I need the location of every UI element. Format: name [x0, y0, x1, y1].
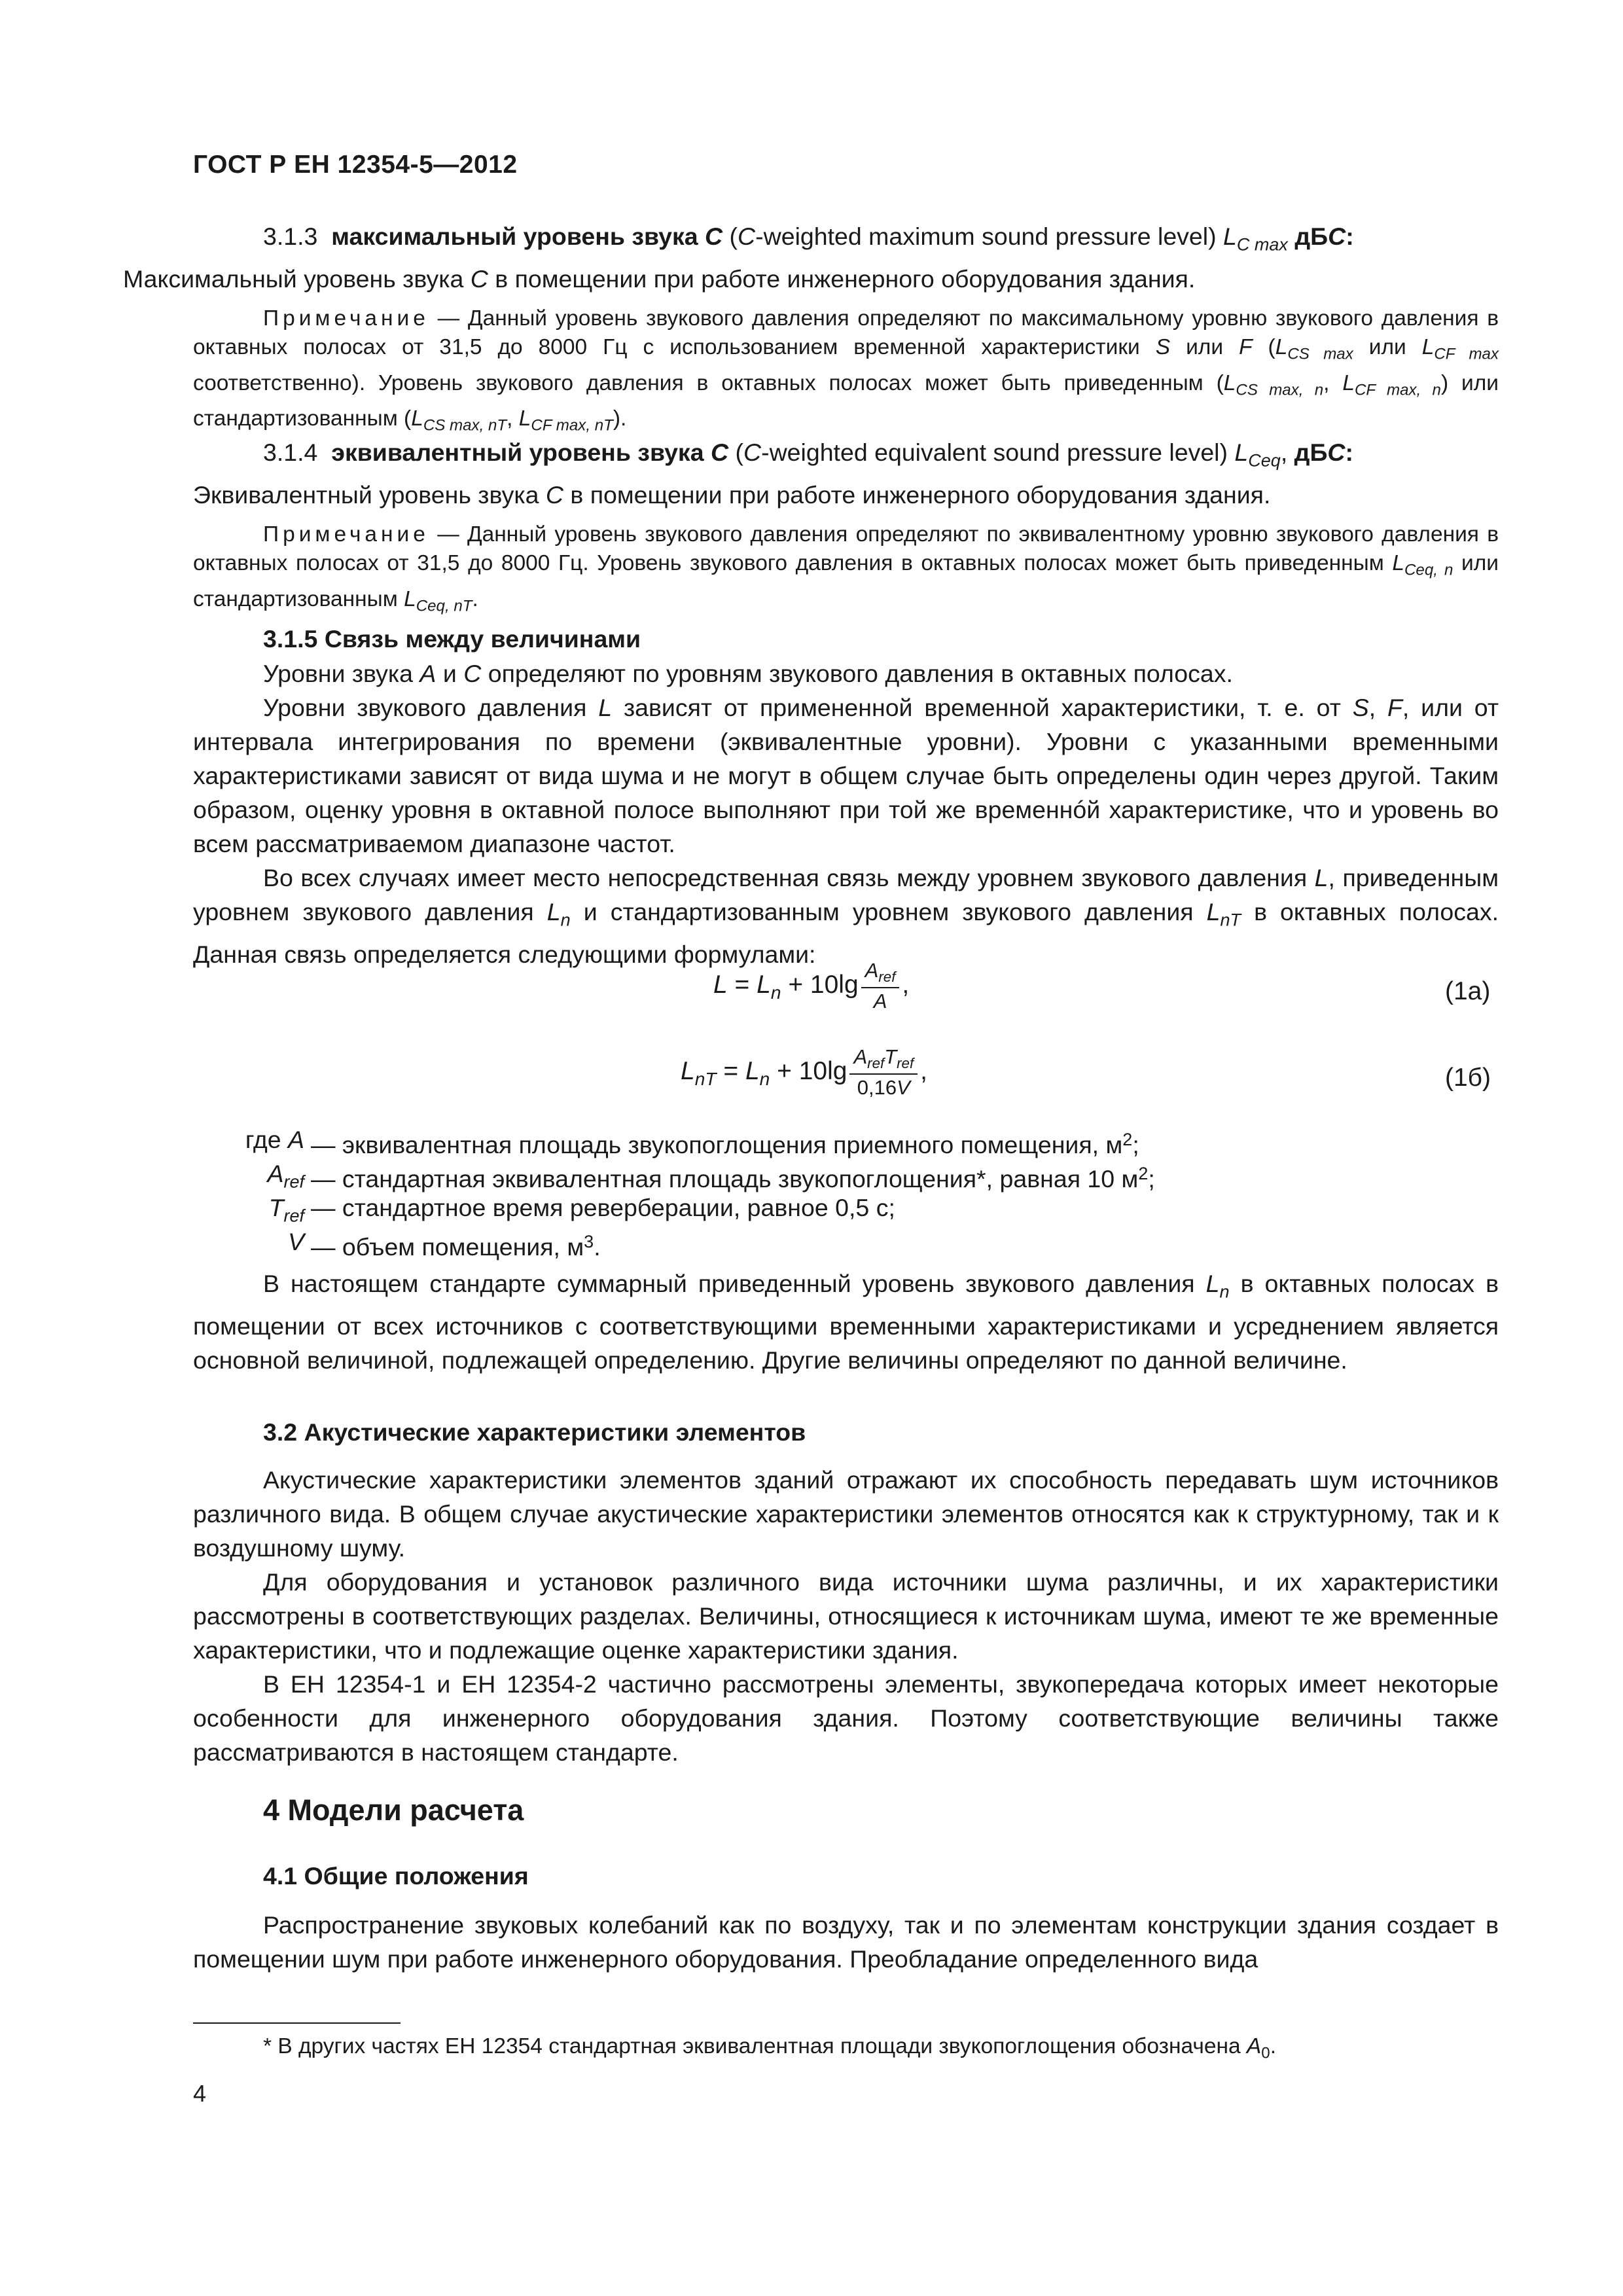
symbol-subscript: Ceq	[1248, 450, 1281, 471]
note-text: — Данный уровень звукового давления определяют по эквивалентному уровню звукового давления в октавных полосах от 31,5 до 8000 Гц. Уровень звукового давления в октавных полосах может быть приведенным	[193, 522, 1499, 575]
denominator: 0,16	[857, 1076, 897, 1100]
section-3-2-title: 3.2 Акустические характеристики элементов	[263, 1418, 806, 1446]
paragraph	[193, 656, 1499, 691]
numerator: T	[884, 1045, 897, 1068]
symbol-subscript: CS max, nT	[423, 417, 507, 435]
section-3-1-4	[193, 435, 1499, 512]
fraction	[861, 959, 900, 1013]
symbol: L	[598, 694, 613, 721]
symbol: L	[1223, 223, 1237, 250]
note-text: или	[1368, 335, 1406, 359]
symbol: L	[745, 1056, 760, 1085]
english-term: -weighted equivalent sound pressure level)	[761, 439, 1228, 466]
definition-text: — эквивалентная площадь звукопоглощения приемного помещения, м	[311, 1131, 1123, 1159]
unit: дБ	[1294, 439, 1328, 466]
superscript: 2	[1138, 1164, 1149, 1183]
symbol: L	[404, 586, 416, 611]
symbol: S	[1155, 335, 1171, 359]
note-text: — Данный уровень звукового давления определяют по максимальному уровню звукового давления в октавных полосах от 31,5 до 8000 Гц с использованием временной характеристики	[193, 306, 1499, 359]
page-number: 4	[193, 2080, 207, 2107]
comma: ,	[1280, 439, 1288, 466]
denominator: A	[873, 990, 887, 1013]
symbol-subscript: CF max, nT	[531, 417, 613, 435]
symbol-subscript: nT	[1220, 910, 1241, 930]
symbol: F	[1387, 694, 1402, 721]
symbol-subscript: 0	[1261, 2044, 1270, 2062]
symbol: L	[1392, 551, 1405, 575]
symbol-subscript: CF max, n	[1355, 381, 1441, 399]
section-4-1-title: 4.1 Общие положения	[263, 1862, 529, 1890]
operator: =	[716, 1056, 745, 1085]
section-3-1-5-title: 3.1.5 Связь между величинами	[263, 625, 641, 653]
note-text: ,	[1323, 370, 1330, 395]
section-number: 3.1.4	[263, 439, 318, 466]
operator: + 10lg	[770, 1056, 847, 1085]
text: , приведенным уровнем звукового давления	[193, 864, 1499, 925]
text: определяют по уровням звукового давления в октавных полосах.	[488, 660, 1233, 687]
definition: Эквивалентный уровень звука	[193, 480, 539, 509]
symbol-subscript: CS max, n	[1236, 381, 1324, 399]
colon: :	[1346, 223, 1354, 250]
symbol: L	[1275, 335, 1288, 359]
symbol: L	[1314, 864, 1329, 891]
superscript: 2	[1122, 1130, 1133, 1149]
term-letter: C	[710, 439, 729, 466]
symbol: A	[419, 660, 437, 687]
symbol: L	[546, 898, 561, 925]
text: Уровни звука	[263, 660, 413, 687]
definition-letter: C	[470, 264, 488, 293]
symbol: A	[1246, 2034, 1262, 2058]
formula-1b	[681, 1045, 927, 1100]
symbol: C	[463, 660, 482, 687]
punct: .	[1270, 2034, 1277, 2058]
text: Во всех случаях имеет место непосредственная связь между уровнем звукового давления	[263, 864, 1308, 891]
paragraph: Для оборудования и установок различного вида источники шума различны, и их характеристики рассмотрены в соответствующих разделах. Величины, относящиеся к источникам шума, имеют те же временные характеристики, что и подлежащие оценке характеристики здания.	[193, 1568, 1499, 1664]
symbol-subscript: C max	[1236, 234, 1288, 255]
symbol: L	[518, 406, 531, 431]
footnote	[263, 2034, 1276, 2063]
definition-text: — стандартная эквивалентная площадь звукопоглощения*, равная 10 м	[311, 1165, 1139, 1193]
definition-row	[193, 1225, 1499, 1259]
text: , или от интервала интегрирования по времени (эквивалентные уровни). Уровни с указанными временными характеристиками зависят от вида шума и не могут в общем случае быть определены один через другой. Таким образом, оценку уровня в октавной полосе выполняют при той же временнóй характеристике, что и уровень во всем рассматриваемом диапазоне частот.	[193, 694, 1499, 857]
definition-rest: в помещении при работе инженерного оборудования здания.	[570, 480, 1271, 509]
text: в октавных полосах в помещении от всех источников с соответствующими временными характеристиками и усреднением является основной величиной, подлежащей определению. Другие величины определяют по данной величине.	[193, 1270, 1499, 1374]
definition-letter: C	[545, 480, 563, 509]
footnote-rule	[193, 2022, 401, 2024]
section-number: 3.1.3	[263, 223, 318, 250]
symbol: L	[1223, 370, 1236, 395]
term-letter: C	[705, 223, 723, 250]
symbol: L	[411, 406, 423, 431]
paragraph: Акустические характеристики элементов зданий отражают их способность передавать шум источников различного вида. В общем случае акустические характеристики элементов относятся как к структурному, так и к воздушному шуму.	[193, 1466, 1499, 1562]
colon: :	[1345, 439, 1354, 466]
note-text: ) или стандартизованным (	[193, 370, 1499, 431]
symbol: L	[713, 970, 728, 999]
definition-rest: в помещении при работе инженерного оборудования здания.	[495, 264, 1196, 293]
symbol: L	[681, 1056, 695, 1085]
symbol: T	[268, 1194, 284, 1221]
formula-1a	[713, 959, 909, 1013]
symbol: L	[1205, 1270, 1220, 1297]
section-3-1-3	[123, 219, 1499, 296]
symbol: L	[1342, 370, 1355, 395]
text: В настоящем стандарте суммарный приведенный уровень звукового давления	[263, 1270, 1195, 1297]
symbol-subscript: n	[1219, 1282, 1230, 1302]
fraction	[849, 1045, 918, 1100]
paren: (	[729, 223, 738, 250]
note-text: .	[472, 586, 478, 611]
symbol: L	[757, 970, 771, 999]
text: и стандартизованным уровнем звукового давления	[583, 898, 1194, 925]
symbol-subscript: Ceq, nT	[416, 597, 473, 615]
note-label: Примечание	[263, 306, 429, 331]
numerator-subscript: ref	[878, 969, 896, 986]
punct: ,	[902, 970, 910, 999]
numerator: A	[865, 959, 879, 982]
punct: ;	[1132, 1131, 1139, 1159]
where-word: где	[245, 1126, 281, 1153]
symbol: S	[1352, 694, 1369, 721]
text: зависят от примененной временной характеристики, т. е. от	[623, 694, 1341, 721]
term: максимальный уровень звука	[331, 223, 698, 250]
symbol-subscript: nT	[694, 1068, 717, 1089]
formula-number: (1а)	[1445, 977, 1491, 1005]
denominator-symbol: V	[897, 1076, 910, 1100]
symbol-subscript: CF max	[1434, 345, 1499, 363]
symbol-subscript: Ceq, n	[1404, 561, 1454, 579]
note-1	[193, 304, 1499, 440]
operator: + 10lg	[781, 970, 859, 999]
numerator: A	[853, 1045, 868, 1068]
note-2	[193, 520, 1499, 620]
definition-row	[193, 1122, 1499, 1157]
symbol-subscript: n	[770, 982, 781, 1003]
numerator-subscript: ref	[897, 1055, 914, 1072]
section-4-title: 4 Модели расчета	[263, 1793, 524, 1827]
symbol: A	[267, 1160, 284, 1187]
paren: (	[735, 439, 743, 466]
note-text: или	[1186, 335, 1224, 359]
document-header: ГОСТ Р ЕН 12354-5—2012	[193, 151, 518, 179]
footnote-text: * В других частях ЕН 12354 стандартная эквивалентная площади звукопоглощения обозначена	[263, 2034, 1241, 2058]
definition: Максимальный уровень звука	[123, 264, 464, 293]
symbol: L	[1234, 439, 1249, 466]
text: ,	[1368, 694, 1376, 721]
unit: дБ	[1294, 223, 1329, 250]
symbol-subscript: n	[560, 910, 571, 930]
paragraph: Распространение звуковых колебаний как по воздуху, так и по элементам конструкции здания создает в помещении шум при работе инженерного оборудования. Преобладание определенного вида	[193, 1911, 1499, 1973]
note-text: (	[1268, 335, 1275, 359]
symbol: A	[287, 1126, 304, 1153]
paragraph: В ЕН 12354-1 и ЕН 12354-2 частично рассмотрены элементы, звукопередача которых имеет некоторые особенности для инженерного оборудования здания. Поэтому соответствующие величины также рассматриваются в настоящем стандарте.	[193, 1670, 1499, 1766]
operator: =	[727, 970, 757, 999]
punct: ,	[920, 1056, 928, 1085]
symbol-definitions	[193, 1122, 1499, 1259]
symbol-subscript: CS max	[1287, 345, 1353, 363]
note-label: Примечание	[263, 522, 429, 547]
text: Уровни звукового давления	[263, 694, 587, 721]
punct: ;	[1148, 1165, 1155, 1193]
eng-letter: C	[743, 439, 762, 466]
symbol: L	[1421, 335, 1435, 359]
eng-letter: C	[738, 223, 756, 250]
numerator-subscript: ref	[867, 1055, 885, 1072]
paragraph	[193, 861, 1499, 971]
english-term: -weighted maximum sound pressure level)	[755, 223, 1217, 250]
note-text: или стандартизованным	[193, 551, 1499, 611]
definition-row	[193, 1157, 1499, 1191]
text: и	[442, 660, 457, 687]
term: эквивалентный уровень звука	[331, 439, 704, 466]
paragraph	[193, 1266, 1499, 1377]
symbol-subscript: ref	[283, 1172, 304, 1192]
unit-letter: C	[1327, 439, 1346, 466]
unit-letter: C	[1328, 223, 1346, 250]
definition-text: — объем помещения, м	[311, 1233, 584, 1261]
symbol: F	[1239, 335, 1253, 359]
definition-row	[193, 1191, 1499, 1225]
symbol-subscript: ref	[283, 1206, 304, 1226]
note-text: ,	[507, 406, 513, 431]
symbol: V	[287, 1228, 304, 1255]
note-text: ).	[613, 406, 627, 431]
note-text: соответственно). Уровень звукового давления в октавных полосах может быть приведенным (	[193, 370, 1224, 395]
text: в октавных полосах. Данная связь определяется следующими формулами:	[193, 898, 1499, 968]
paragraph	[193, 691, 1499, 861]
definition-text: — стандартное время реверберации, равное 0,5 с;	[311, 1194, 895, 1221]
superscript: 3	[584, 1232, 594, 1251]
symbol-subscript: n	[759, 1068, 770, 1089]
symbol: L	[1206, 898, 1221, 925]
punct: .	[594, 1233, 601, 1261]
formula-number: (1б)	[1445, 1064, 1491, 1092]
